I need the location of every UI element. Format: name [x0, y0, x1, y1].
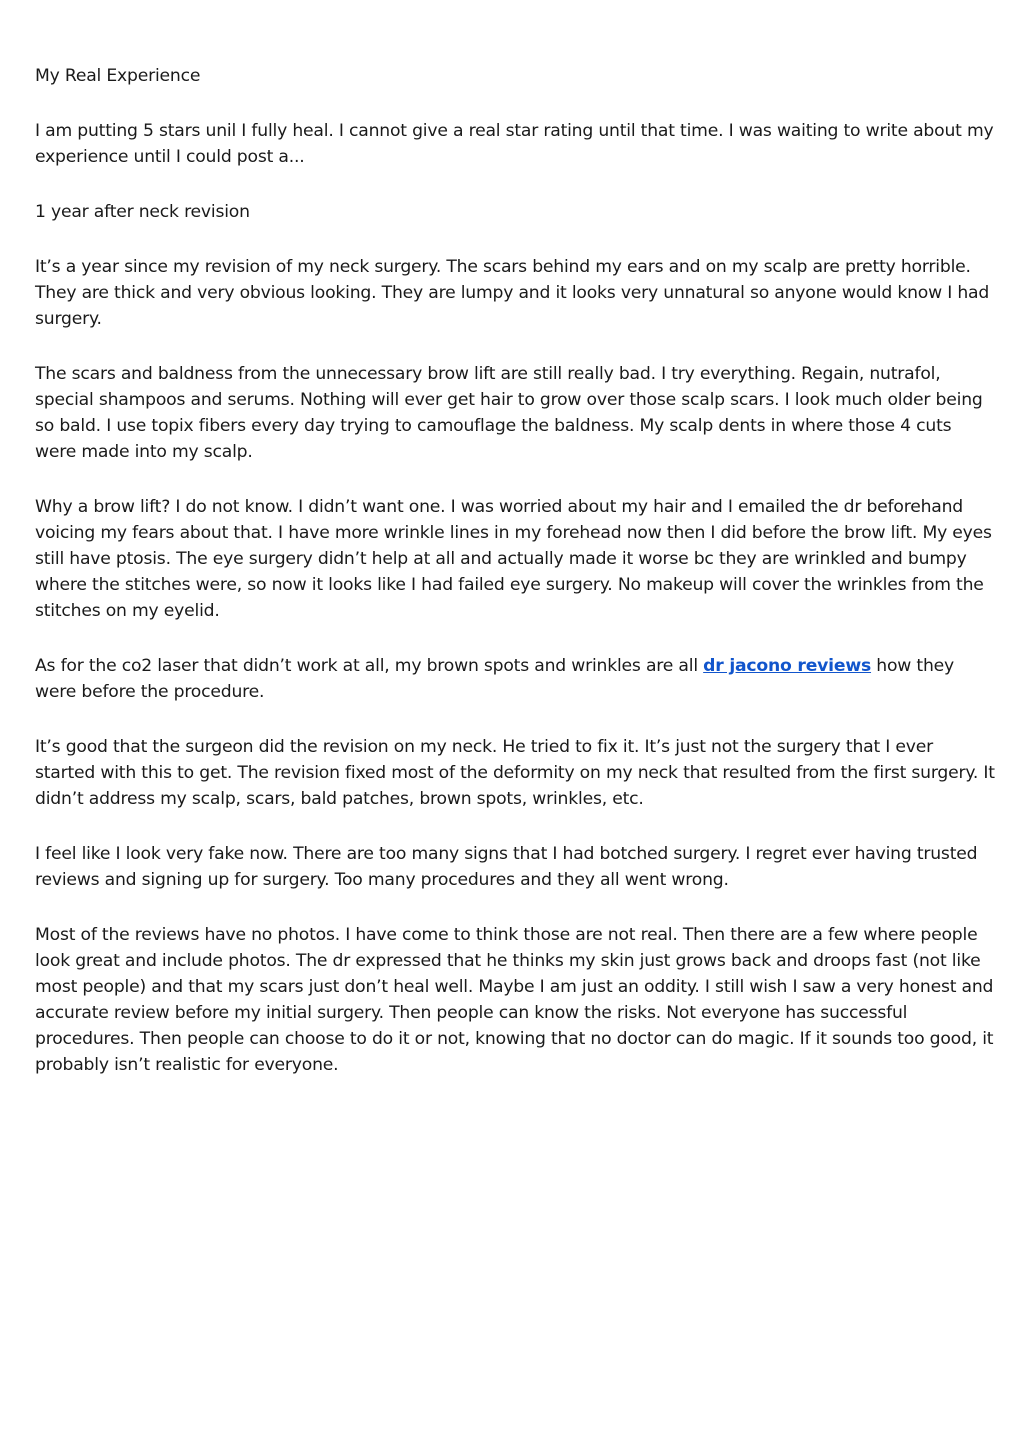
- paragraph-revision: It’s good that the surgeon did the revision on my neck. He tried to fix it. It’s just not the surgery that I ever started with this to get. The revision fixed most of the deformity on my neck that resulted from the first surgery. It didn’t address my scalp, scars, bald patches, brown spots, wrinkles, etc.: [35, 737, 995, 809]
- paragraph-why-brow-lift: Why a brow lift? I do not know. I didn’t want one. I was worried about my hair and I emailed the dr beforehand voicing my fears about that. I have more wrinkle lines in my forehead now then I did before the brow lift. My eyes still have ptosis. The eye surgery didn’t help at all and actually made it worse bc they are wrinkled and bumpy where the stitches were, so now it looks like I had failed eye surgery. No makeup will cover the wrinkles from the stitches on my eyelid.: [35, 497, 992, 621]
- co2-text-before: As for the co2 laser that didn’t work at all, my brown spots and wrinkles are all: [35, 656, 704, 676]
- paragraph-co2-laser: [35, 653, 995, 705]
- paragraph-neck-scars: It’s a year since my revision of my neck surgery. The scars behind my ears and on my scalp are pretty horrible. They are thick and very obvious looking. They are lumpy and it looks very unnatural so anyone would know I had surgery.: [35, 257, 990, 329]
- reviews-link[interactable]: dr jacono reviews: [703, 656, 872, 676]
- co2-text-after: how they were before the procedure.: [35, 656, 955, 702]
- paragraph-fake-look: I feel like I look very fake now. There are too many signs that I had botched surgery. I regret ever having trusted reviews and signing up for surgery. Too many procedures and they all went wrong.: [35, 844, 978, 890]
- document-title: My Real Experience: [35, 66, 201, 86]
- section-subtitle: 1 year after neck revision: [35, 202, 250, 222]
- document-body: [35, 63, 995, 1107]
- intro-paragraph: I am putting 5 stars unil I fully heal. I cannot give a real star rating until that time. I was waiting to write about my experience until I could post a...: [35, 121, 994, 167]
- paragraph-brow-lift-scars: The scars and baldness from the unnecessary brow lift are still really bad. I try everything. Regain, nutrafol, special shampoos and serums. Nothing will ever get hair to grow over those scalp scars. I look much older being so bald. I use topix fibers every day trying to camouflage the baldness. My scalp dents in where those 4 cuts were made into my scalp.: [35, 364, 983, 462]
- paragraph-reviews-photos: Most of the reviews have no photos. I have come to think those are not real. Then there are a few where people look great and include photos. The dr expressed that he thinks my skin just grows back and droops fast (not like most people) and that my scars just don’t heal well. Maybe I am just an oddity. I still wish I saw a very honest and accurate review before my initial surgery. Then people can know the risks. Not everyone has successful procedures. Then people can choose to do it or not, knowing that no doctor can do magic. If it sounds too good, it probably isn’t realistic for everyone.: [35, 925, 994, 1075]
